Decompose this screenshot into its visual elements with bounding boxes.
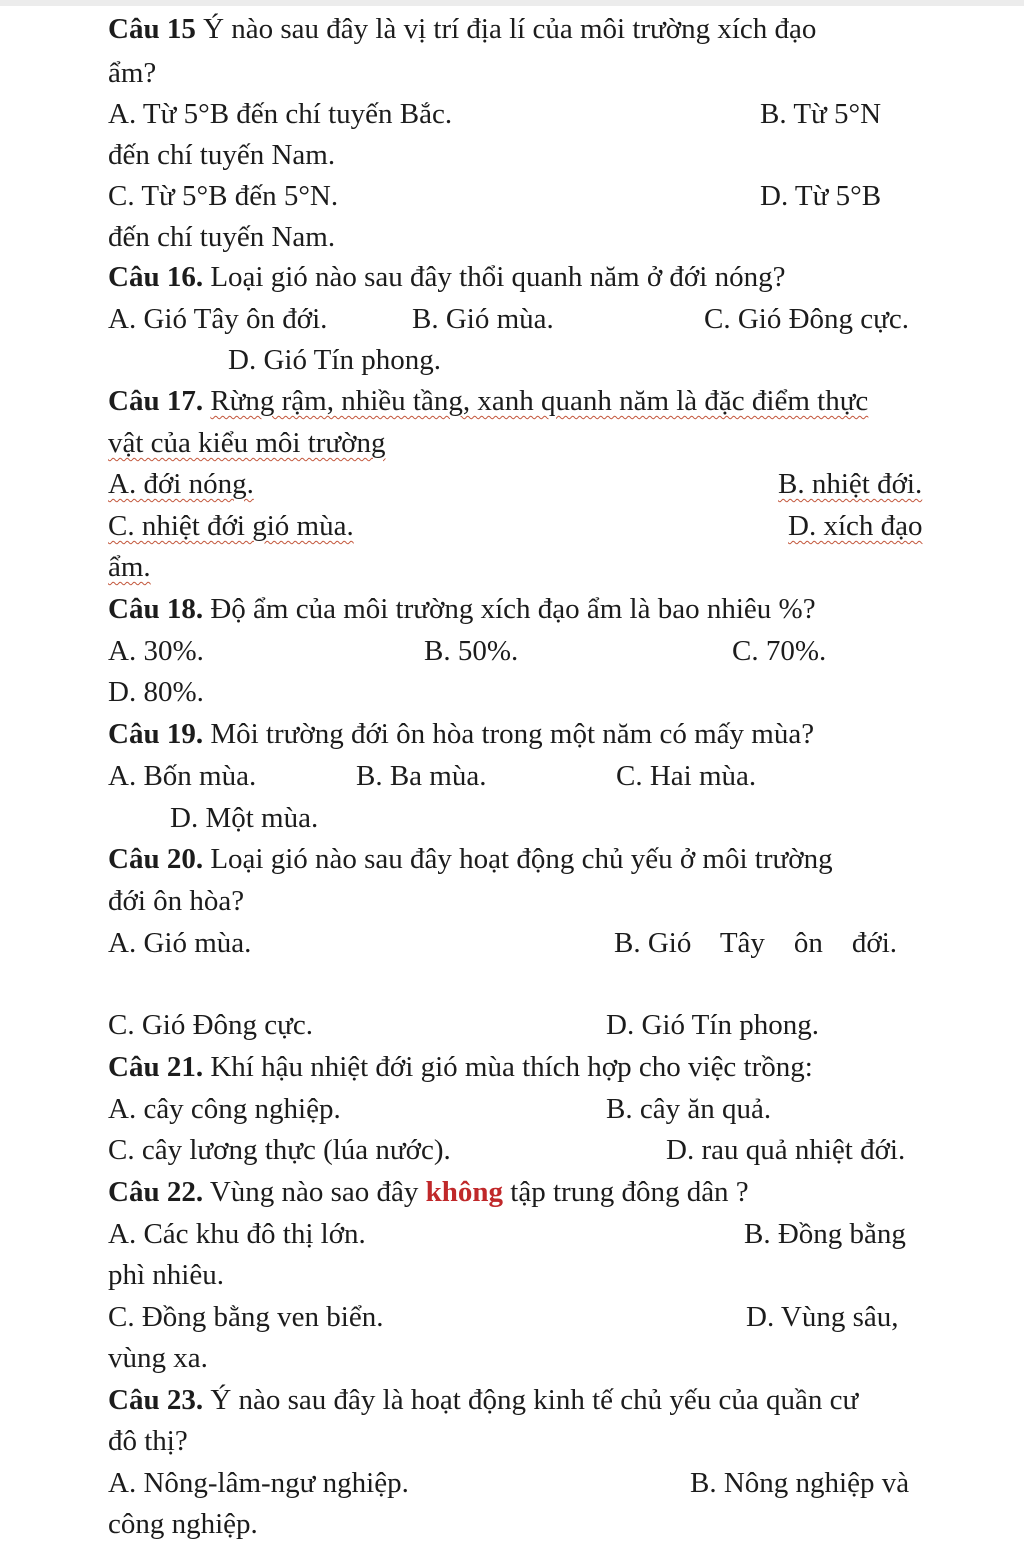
top-edge bbox=[0, 0, 1024, 6]
q18-option-d: D. 80%. bbox=[108, 676, 204, 708]
q23-option-a: A. Nông-lâm-ngư nghiệp. bbox=[108, 1467, 409, 1499]
q16-option-a: A. Gió Tây ôn đới. bbox=[108, 303, 328, 335]
q15-option-b: B. Từ 5°N bbox=[760, 98, 882, 130]
q17-stem-text: Rừng rậm, nhiều tầng, xanh quanh năm là đặc điểm thực bbox=[210, 385, 869, 417]
q21-stem bbox=[108, 1048, 813, 1086]
q15-number: Câu 15 bbox=[108, 13, 196, 45]
q20-number: Câu 20. bbox=[108, 843, 204, 875]
q17-option-d-text: D. xích đạo bbox=[788, 510, 923, 542]
q15-option-b-cont: đến chí tuyến Nam. bbox=[108, 139, 336, 171]
q20-option-c: C. Gió Đông cực. bbox=[108, 1009, 313, 1041]
q22-stem-post: tập trung đông dân ? bbox=[510, 1176, 749, 1208]
q15-option-d: D. Từ 5°B bbox=[760, 180, 882, 212]
q17-stem-line-1 bbox=[108, 382, 868, 420]
q18-number: Câu 18. bbox=[108, 593, 204, 625]
q23-number: Câu 23. bbox=[108, 1384, 204, 1416]
q19-number: Câu 19. bbox=[108, 718, 204, 750]
q16-option-b: B. Gió mùa. bbox=[412, 303, 554, 335]
q23-stem-line-2: đô thị? bbox=[108, 1425, 188, 1457]
q18-option-b: B. 50%. bbox=[424, 635, 519, 667]
q22-stem-pre: Vùng nào sao đây bbox=[209, 1176, 419, 1208]
q17-option-d-cont bbox=[108, 548, 151, 586]
q17-option-c-text: C. nhiệt đới gió mùa. bbox=[108, 510, 354, 542]
q15-option-c: C. Từ 5°B đến 5°N. bbox=[108, 180, 339, 212]
q17-option-a-text: A. đới nóng. bbox=[108, 468, 254, 500]
q16-option-c: C. Gió Đông cực. bbox=[704, 303, 909, 335]
q15-stem-text: Ý nào sau đây là vị trí địa lí của môi trường xích đạo bbox=[203, 13, 817, 45]
q15-option-d-cont: đến chí tuyến Nam. bbox=[108, 221, 336, 253]
q16-stem bbox=[108, 258, 785, 296]
q15-option-a: A. Từ 5°B đến chí tuyến Bắc. bbox=[108, 98, 453, 130]
q22-option-c: C. Đồng bằng ven biển. bbox=[108, 1301, 384, 1333]
q19-stem-text: Môi trường đới ôn hòa trong một năm có mấy mùa? bbox=[210, 718, 815, 750]
q18-option-c: C. 70%. bbox=[732, 635, 827, 667]
q16-number: Câu 16. bbox=[108, 261, 204, 293]
q20-option-a: A. Gió mùa. bbox=[108, 927, 252, 959]
q19-option-b: B. Ba mùa. bbox=[356, 760, 487, 792]
q21-option-a: A. cây công nghiệp. bbox=[108, 1093, 341, 1125]
q18-stem bbox=[108, 590, 816, 628]
q16-option-d: D. Gió Tín phong. bbox=[228, 344, 441, 376]
q15-stem-line-1 bbox=[108, 10, 816, 48]
q20-stem-text: Loại gió nào sau đây hoạt động chủ yếu ở môi trường bbox=[210, 843, 833, 875]
q17-option-d bbox=[788, 507, 923, 545]
q22-option-d-cont: vùng xa. bbox=[108, 1342, 208, 1374]
q22-number: Câu 22. bbox=[108, 1176, 204, 1208]
q19-stem bbox=[108, 715, 814, 753]
q19-option-c: C. Hai mùa. bbox=[616, 760, 757, 792]
q22-option-d: D. Vùng sâu, bbox=[746, 1301, 899, 1333]
q19-option-d: D. Một mùa. bbox=[170, 802, 319, 834]
q18-stem-text: Độ ẩm của môi trường xích đạo ẩm là bao nhiêu %? bbox=[210, 593, 816, 625]
q23-stem-line-1 bbox=[108, 1381, 858, 1419]
q21-number: Câu 21. bbox=[108, 1051, 204, 1083]
q17-option-a bbox=[108, 465, 254, 503]
q22-option-a: A. Các khu đô thị lớn. bbox=[108, 1218, 366, 1250]
q22-option-b: B. Đồng bằng bbox=[744, 1218, 906, 1250]
q21-option-b: B. cây ăn quả. bbox=[606, 1093, 772, 1125]
q21-stem-text: Khí hậu nhiệt đới gió mùa thích hợp cho việc trồng: bbox=[210, 1051, 813, 1083]
q22-option-b-cont: phì nhiêu. bbox=[108, 1259, 224, 1291]
q17-option-b bbox=[778, 465, 922, 503]
q18-option-a: A. 30%. bbox=[108, 635, 204, 667]
q15-stem-line-2: ẩm? bbox=[108, 57, 157, 89]
q21-option-c: C. cây lương thực (lúa nước). bbox=[108, 1134, 451, 1166]
q21-option-d: D. rau quả nhiệt đới. bbox=[666, 1134, 906, 1166]
q23-option-b: B. Nông nghiệp và bbox=[690, 1467, 910, 1499]
q22-stem bbox=[108, 1173, 749, 1211]
q17-number: Câu 17. bbox=[108, 385, 204, 417]
q22-stem-emphasis: không bbox=[425, 1176, 504, 1208]
q17-option-d-cont-text: ẩm. bbox=[108, 551, 151, 583]
q23-option-b-cont: công nghiệp. bbox=[108, 1508, 258, 1540]
q19-option-a: A. Bốn mùa. bbox=[108, 760, 257, 792]
q17-stem-text-2: vật của kiểu môi trường bbox=[108, 427, 386, 459]
q16-stem-text: Loại gió nào sau đây thổi quanh năm ở đới nóng? bbox=[210, 261, 786, 293]
q23-stem-text: Ý nào sau đây là hoạt động kinh tế chủ yếu của quần cư bbox=[210, 1384, 859, 1416]
q17-stem-line-2 bbox=[108, 424, 385, 462]
q20-stem-line-1 bbox=[108, 840, 833, 878]
q20-stem-line-2: đới ôn hòa? bbox=[108, 885, 245, 917]
q20-option-d: D. Gió Tín phong. bbox=[606, 1009, 819, 1041]
q17-option-c bbox=[108, 507, 354, 545]
q17-option-b-text: B. nhiệt đới. bbox=[778, 468, 923, 500]
q20-option-b: B. Gió Tây ôn đới. bbox=[614, 927, 898, 959]
